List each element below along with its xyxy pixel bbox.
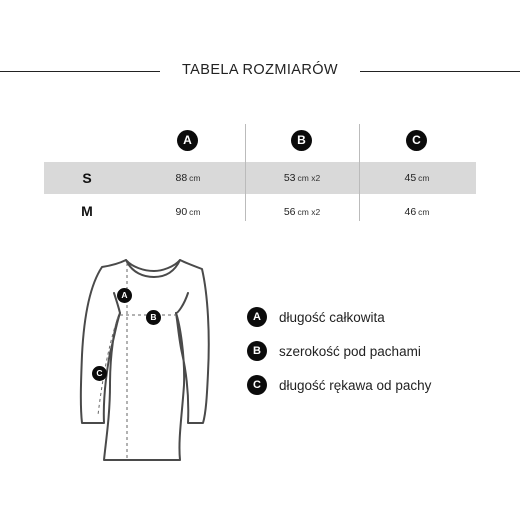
cell-value: 53 — [283, 172, 296, 184]
column-divider — [245, 124, 246, 221]
column-divider — [359, 124, 360, 221]
cell-value: 56 — [283, 206, 296, 218]
column-header-b: B — [291, 130, 312, 151]
cell-value: 45 — [404, 172, 417, 184]
page-title: TABELA ROZMIARÓW — [182, 62, 338, 78]
cell-unit: cm x2 — [297, 207, 321, 217]
legend-text-b: szerokość pod pachami — [279, 343, 421, 359]
cell-unit: cm — [189, 173, 201, 183]
size-label-m: M — [81, 203, 93, 219]
cell-unit: cm — [418, 207, 430, 217]
legend-item-a — [247, 306, 385, 328]
legend-text-a: długość całkowita — [279, 309, 385, 325]
cell-unit: cm — [418, 173, 430, 183]
dress-outline-drawing — [70, 255, 220, 465]
table-cell — [133, 172, 243, 184]
legend-item-b — [247, 340, 421, 362]
table-cell — [247, 172, 357, 184]
table-cell — [362, 206, 472, 218]
legend-badge-c: C — [247, 375, 267, 395]
figure-marker-c: C — [92, 366, 107, 381]
header-rule-right — [360, 71, 520, 72]
legend-badge-b: B — [247, 341, 267, 361]
cell-unit: cm — [189, 207, 201, 217]
column-header-a: A — [177, 130, 198, 151]
cell-value: 90 — [175, 206, 188, 218]
cell-unit: cm x2 — [297, 173, 321, 183]
figure-marker-a: A — [117, 288, 132, 303]
cell-value: 88 — [175, 172, 188, 184]
figure-marker-b: B — [146, 310, 161, 325]
size-label-s: S — [82, 170, 92, 186]
legend-item-c — [247, 374, 431, 396]
cell-value: 46 — [404, 206, 417, 218]
legend-text-c: długość rękawa od pachy — [279, 377, 432, 393]
table-cell — [133, 206, 243, 218]
column-header-c: C — [406, 130, 427, 151]
table-cell — [247, 206, 357, 218]
dress-outline-icon — [70, 255, 220, 470]
table-cell — [362, 172, 472, 184]
legend-badge-a: A — [247, 307, 267, 327]
